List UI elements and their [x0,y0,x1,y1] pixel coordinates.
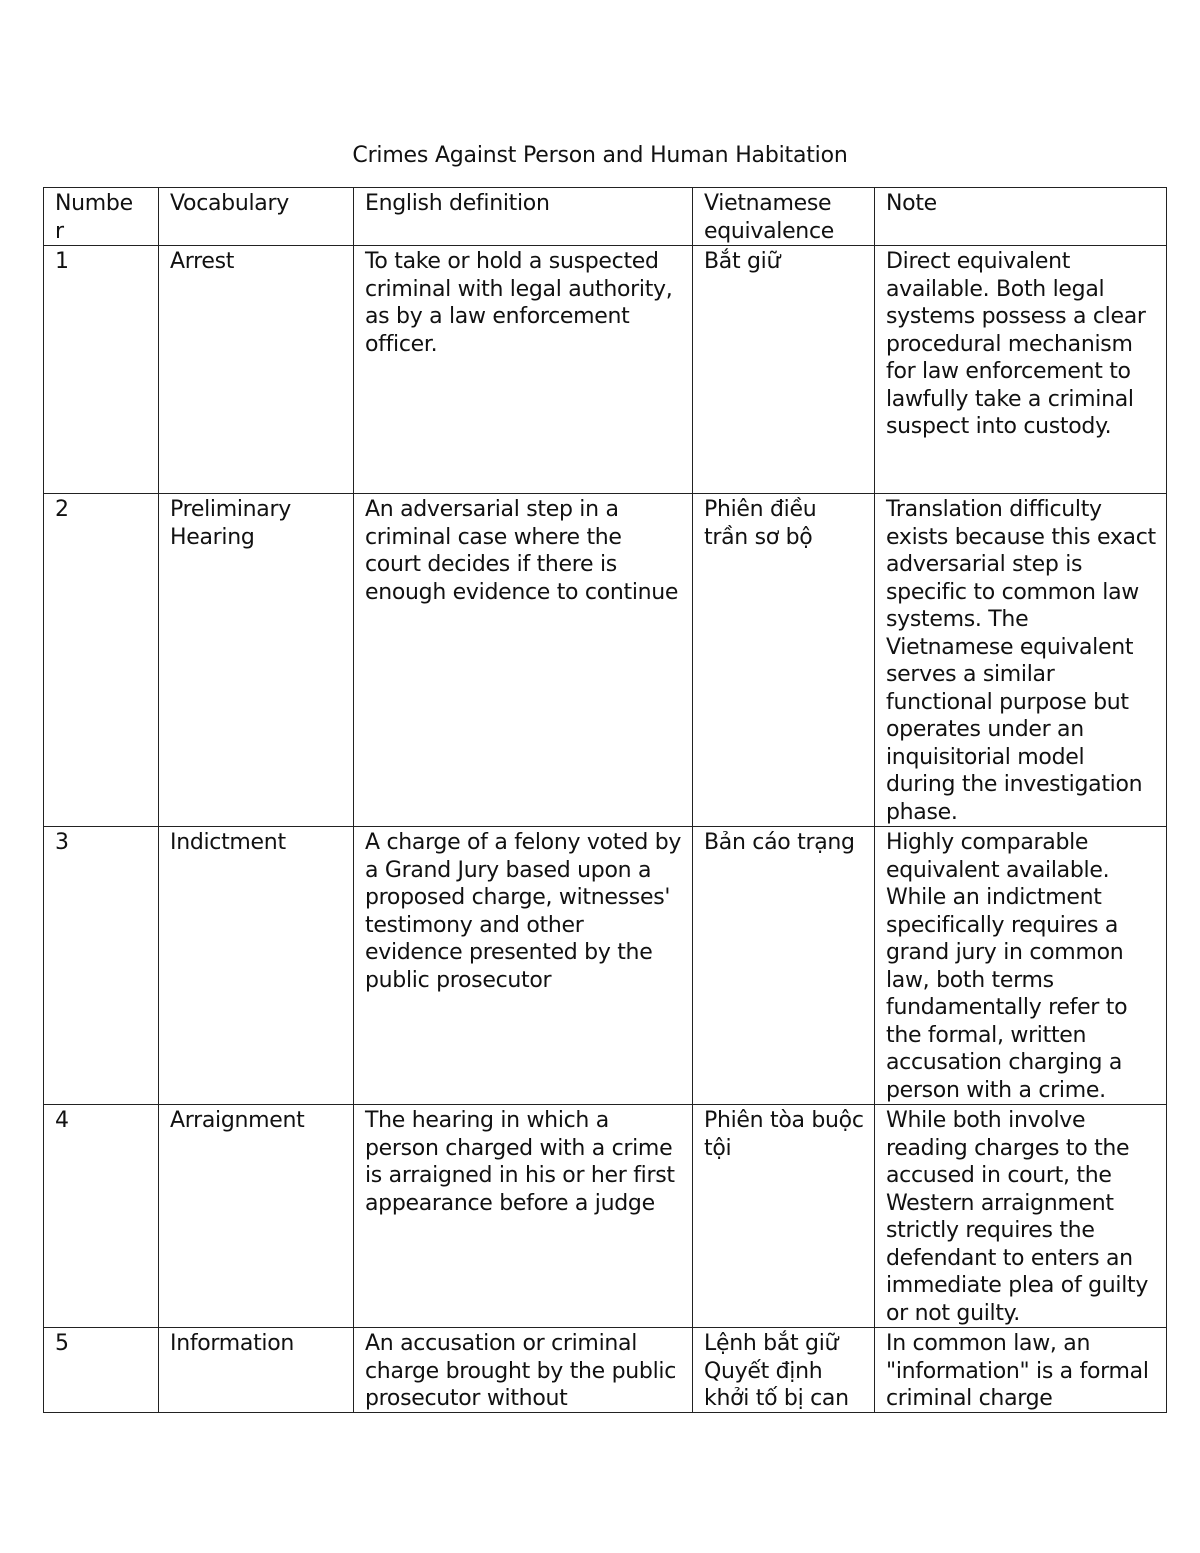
row-number: 4 [44,1105,159,1328]
row-vocabulary: Preliminary Hearing [159,494,354,827]
header-note: Note [875,188,1167,246]
page-title: Crimes Against Person and Human Habitation [352,143,848,168]
row-vietnamese-equivalence: Bắt giữ [693,246,875,494]
row-vietnamese-equivalence: Phiên điều trần sơ bộ [693,494,875,827]
row-note: Direct equivalent available. Both legal systems possess a clear procedural mechanism for law enforcement to lawfully take a criminal suspect into custody. [875,246,1167,494]
row-note-text: In common law, an "information" is a formal criminal charge [886,1331,1149,1411]
header-number: Numbe r [44,188,159,246]
row-vocabulary: Arrest [159,246,354,494]
row-note: While both involve reading charges to the accused in court, the Western arraignment strictly requires the defendant to enters an immediate plea of guilty or not guilty. [875,1105,1167,1328]
row-note [875,1328,1167,1413]
table-row [44,827,1167,1105]
row-number: 3 [44,827,159,1105]
row-number: 1 [44,246,159,494]
header-english-definition: English definition [354,188,693,246]
row-vietnamese-equivalence [693,1328,875,1413]
row-vocabulary: Indictment [159,827,354,1105]
row-number: 2 [44,494,159,827]
row-english-definition [354,1328,693,1413]
row-english-definition: An adversarial step in a criminal case where the court decides if there is enough evidence to continue [354,494,693,827]
header-vocabulary: Vocabulary [159,188,354,246]
table-row [44,494,1167,827]
row-vietnamese-equivalence: Bản cáo trạng [693,827,875,1105]
header-vietnamese-equivalence: Vietnamese equivalence [693,188,875,246]
table-row [44,246,1167,494]
row-vocabulary [159,1328,354,1413]
row-english-definition: To take or hold a suspected criminal with legal authority, as by a law enforcement officer. [354,246,693,494]
row-english-definition-text: An accusation or criminal charge brought by the public prosecutor without [365,1331,676,1411]
row-number-text: 5 [55,1331,69,1356]
row-number [44,1328,159,1413]
table-header-row [44,188,1167,246]
row-vietnamese-equivalence: Phiên tòa buộc tội [693,1105,875,1328]
row-note: Translation difficulty exists because this exact adversarial step is specific to common law systems. The Vietnamese equivalent serves a similar functional purpose but operates under an inquisitorial model during the investigation phase. [875,494,1167,827]
vocabulary-table [43,187,1167,1413]
table-row [44,1105,1167,1328]
table-row [44,1328,1167,1413]
row-vietnamese-equivalence-text: Lệnh bắt giữ Quyết định khởi tố bị can [704,1331,849,1411]
row-vocabulary-text: Information [170,1331,295,1356]
row-note: Highly comparable equivalent available. While an indictment specifically requires a grand jury in common law, both terms fundamentally refer to the formal, written accusation charging a person with a crime. [875,827,1167,1105]
row-english-definition: The hearing in which a person charged with a crime is arraigned in his or her first appearance before a judge [354,1105,693,1328]
row-english-definition: A charge of a felony voted by a Grand Jury based upon a proposed charge, witnesses' testimony and other evidence presented by the public prosecutor [354,827,693,1105]
row-vocabulary: Arraignment [159,1105,354,1328]
